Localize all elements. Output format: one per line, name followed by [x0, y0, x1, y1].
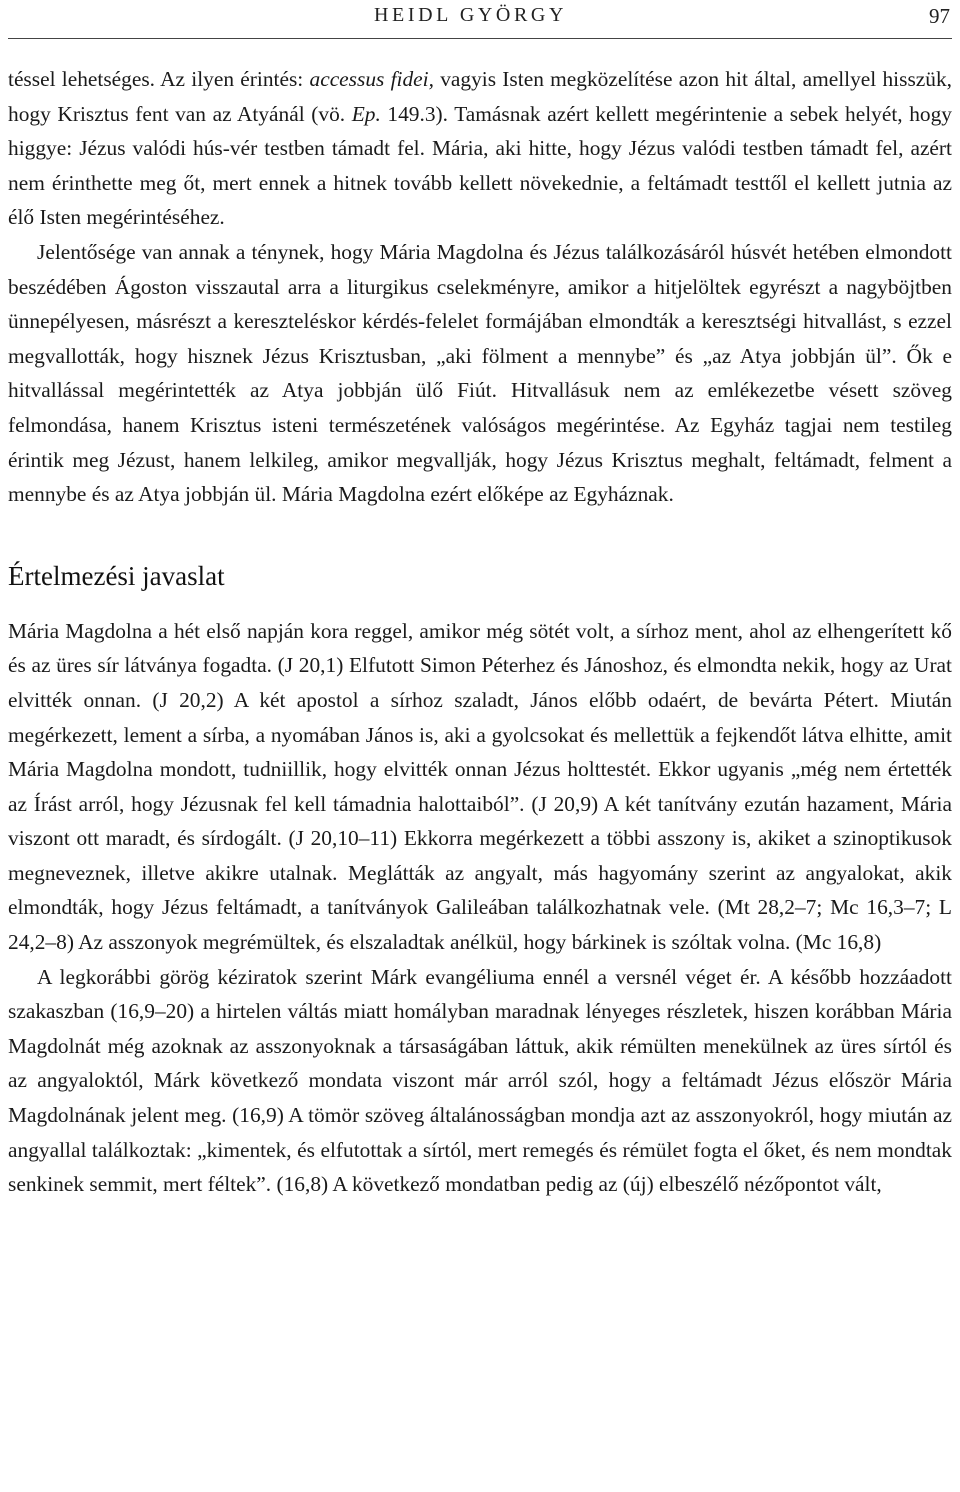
page-number: 97 — [929, 4, 950, 28]
paragraph-2: Jelentősége van annak a ténynek, hogy Mária Magdolna és Jézus találkozásáról húsvét hetében elmondott beszédében Ágoston visszautal arra a liturgikus cselekményre, amikor a hitjelöltek egyrészt a nagyböjtben ünnepélyesen, másrészt a kereszteléskor kérdés-felelet formájában elmondták a keresztségi hitvallást, s ezzel megvallották, hogy hisznek Jézus Krisztusban, „aki fölment a mennybe” és „az Atya jobbján ül”. Ők e hitvallással megérintették az Atya jobbján ülő Fiút. Hitvallásuk nem az emlékezetbe vésett szöveg felmondása, hanem Krisztus isteni természetének valóságos megérintése. Az Egyház tagjai nem testileg érintik meg Jézust, hanem lelkileg, amikor megvallják, hogy Jézus Krisztus meghalt, feltámadt, felment a mennybe és az Atya jobbján ül. Mária Magdolna ezért előképe az Egyháznak. — [8, 239, 952, 507]
section-heading: Értelmezési javaslat — [8, 560, 225, 591]
paragraph-1-part-a: téssel lehetséges. Az ilyen érintés: — [8, 67, 310, 91]
paragraph-4: A legkorábbi görög kéziratok szerint Márk evangéliuma ennél a versnél véget ér. A később hozzáadott szakaszban (16,9–20) a hirtelen váltás miatt homályban maradnak lényeges részletek, hiszen korábban Mária Magdolnát még azoknak az asszonyoknak a társaságában láttuk, akik rémülten menekülnek az üres sírtól és az angyaloktól, Márk következő mondata viszont már arról szól, hogy a feltámadt Jézus először Mária Magdolnának jelent meg. (16,9) A tömör szöveg általánosságban mondja azt az asszonyokról, hogy miután az angyallal találkoztak: „kimentek, és elfutottak a sírtól, mert remegés és rémület fogta el őket, és nem mondtak senkinek semmit, mert féltek”. (16,8) A következő mondatban pedig az (új) elbeszélő nézőpontot vált, — [8, 964, 952, 1197]
italic-reference-ep: Ep. — [351, 101, 381, 126]
paragraph-1-part-b: vagyis Isten megközelítése azon hit által, amellyel hisszük, hogy Krisztus fent van az Atyánál (vö. — [8, 67, 952, 126]
book-page — [8, 0, 952, 1492]
paragraph-3: Mária Magdolna a hét első napján kora reggel, amikor még sötét volt, a sírhoz ment, ahol az elhengerített kő és az üres sír látványa fogadta. (J 20,1) Elfutott Simon Péterhez és Jánoshoz, és elmondta nekik, hogy az Urat elvitték onnan. (J 20,2) A két apostol a sírhoz szaladt, János előbb odaért, de bevárta Pétert. Miután megérkezett, lement a sírba, a nyomában János is, aki a gyolcsokat és mellettük a fejkendőt látva elhitte, amit Mária Magdolna mondott, tudniillik, hogy elvitték onnan Jézus holttestét. Ekkor ugyanis „még nem értették az Írást arról, hogy Jézusnak fel kell támadnia halottaiból”. (J 20,9) A két tanítvány ezután hazament, Mária viszont ott maradt, és sírdogált. (J 20,10–11) Ekkorra megérkezett a többi asszony is, akiket a szinoptikusok megneveznek, illetve akikre utalnak. Meglátták az angyalt, más hagyomány szerint az angyalokat, akik elmondták, hogy Jézus feltámadt, a tanítványok Galileában találkozhatnak vele. (Mt 28,2–7; Mc 16,3–7; L 24,2–8) Az asszonyok megrémültek, és elszaladtak anélkül, hogy bárkinek is szóltak volna. (Mc 16,8) — [8, 618, 952, 955]
italic-term-accessus-fidei: accessus fidei, — [309, 67, 434, 91]
running-header — [8, 0, 952, 39]
running-title: HEIDL GYÖRGY — [374, 4, 567, 26]
paragraph-1-part-c: 149.3). Tamásnak azért kellett megérintenie a sebek helyét, hogy higgye: Jézus valódi hús-vér testben támadt fel. Mária, aki hitte, hogy Jézus valódi testben támadt fel, azért nem érinthette meg őt, mert ennek a hitnek tovább kellett növekednie, a feltámadt testtől el kellett jutnia az élő Isten megérintéséhez. — [8, 101, 952, 230]
paragraph-1 — [8, 62, 952, 235]
body-text — [8, 62, 952, 1202]
